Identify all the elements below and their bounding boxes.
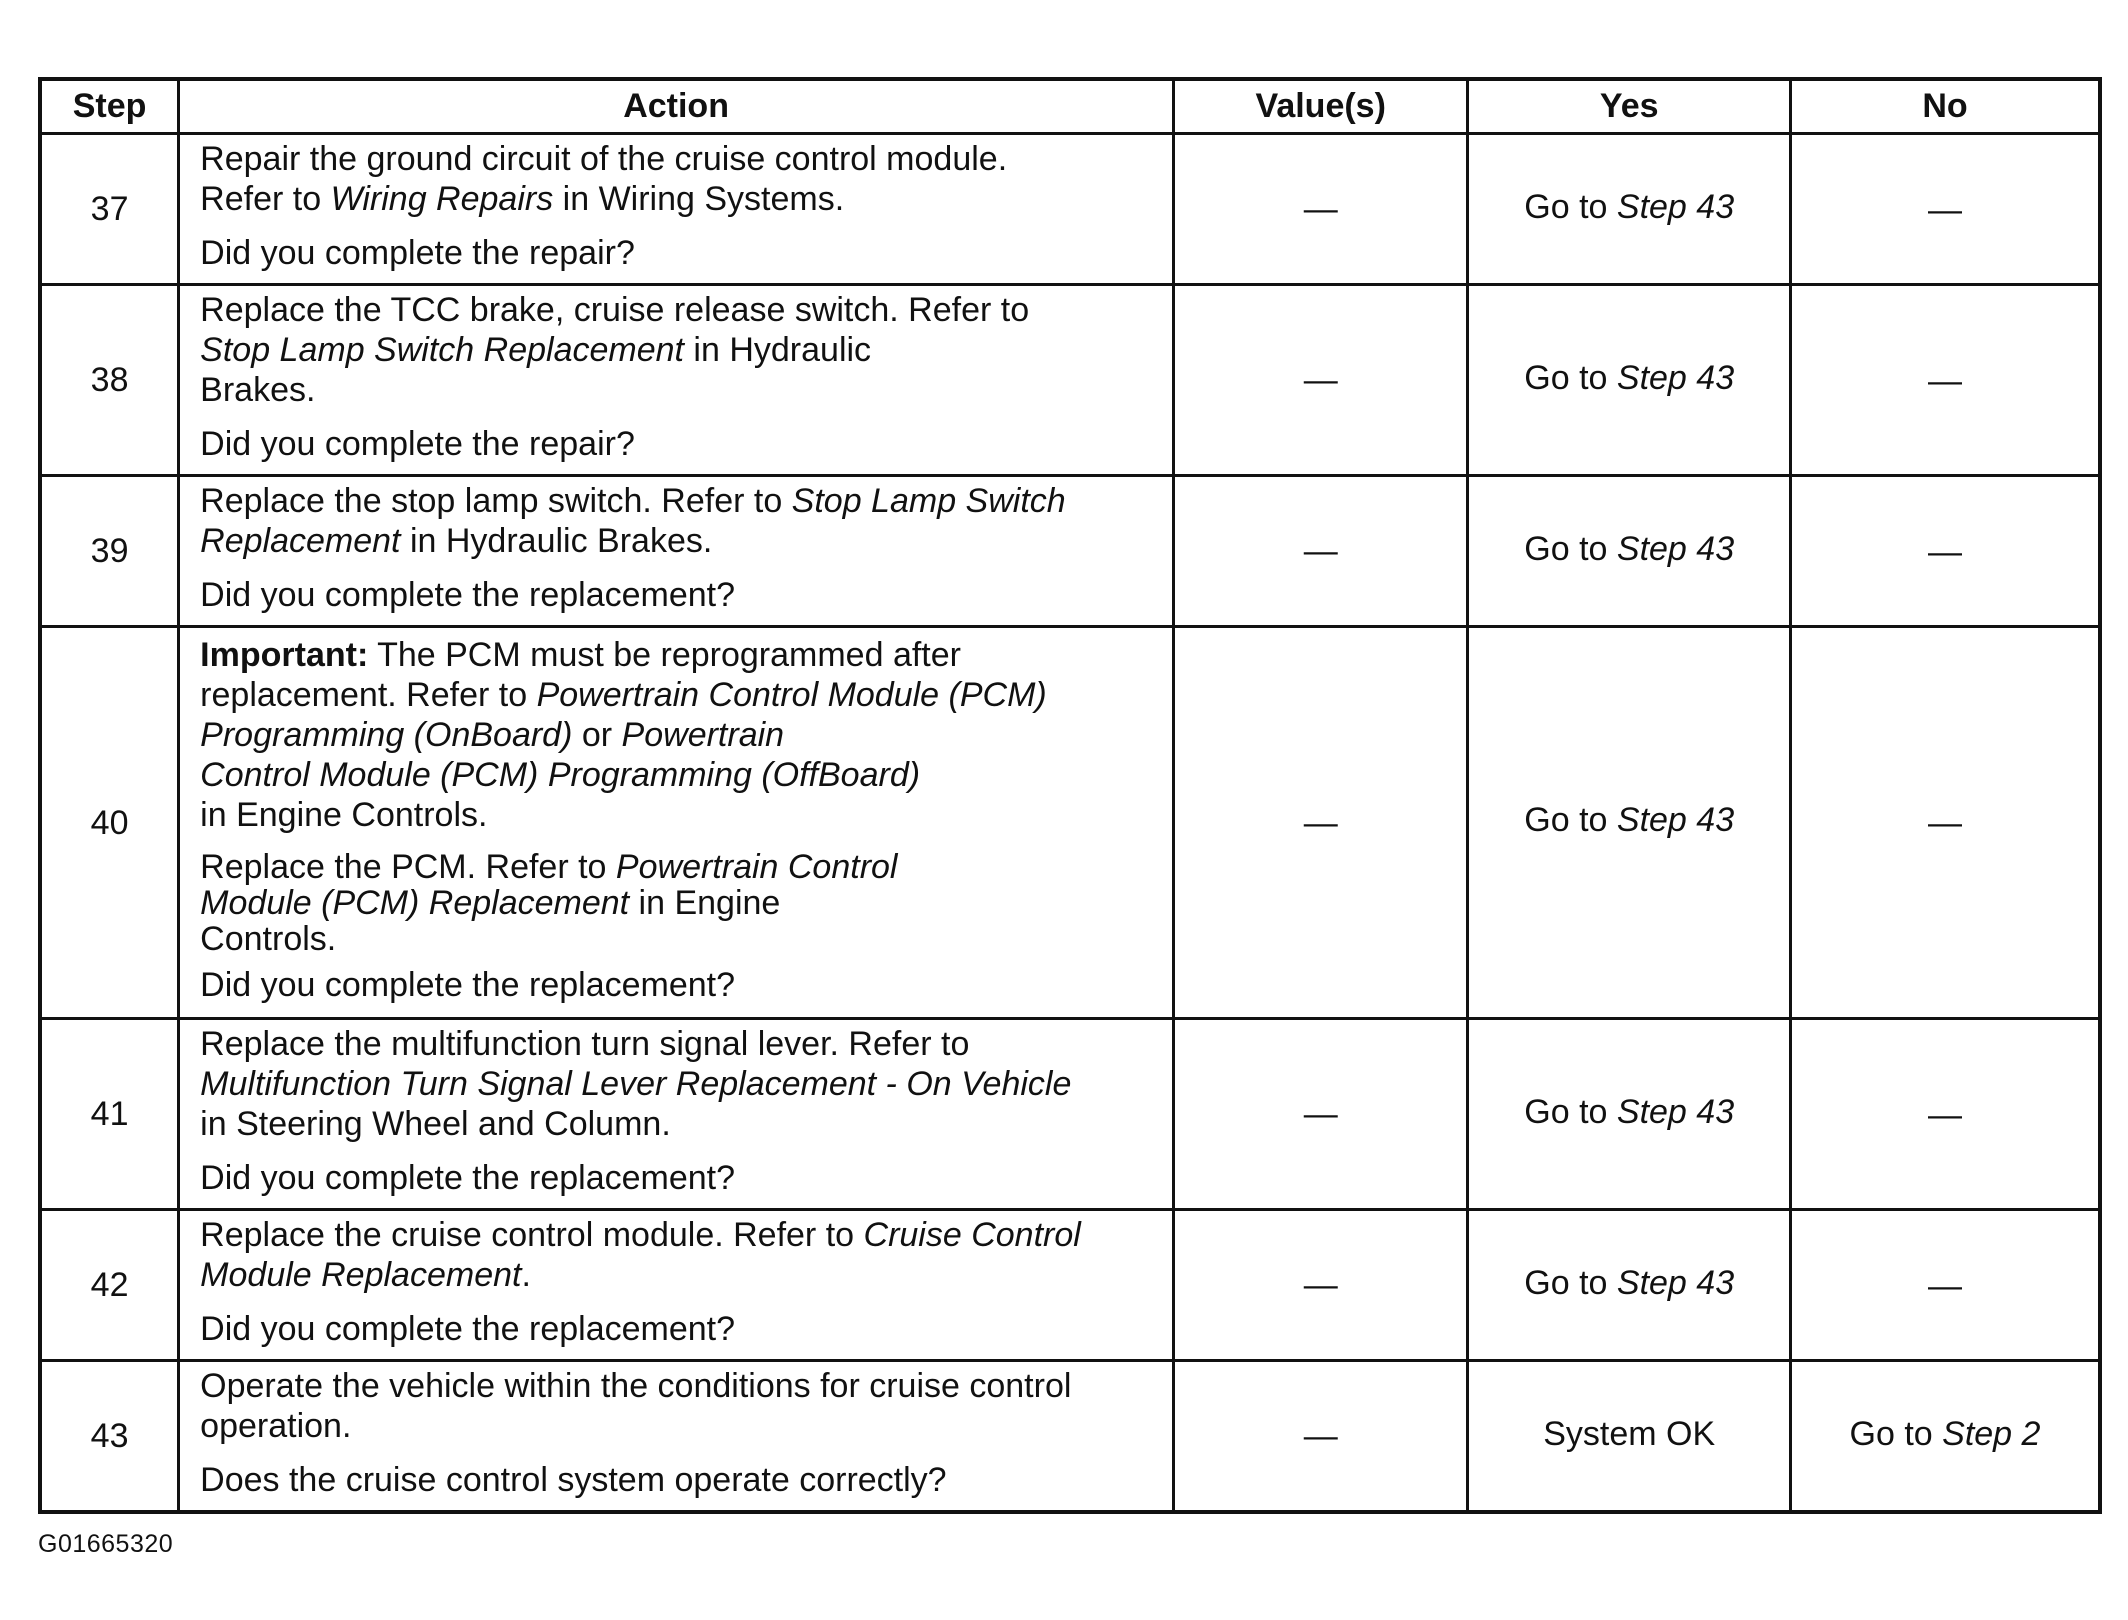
header-no: No (1790, 79, 2100, 134)
step-reference: Step 43 (1616, 801, 1735, 839)
action-question: Does the cruise control system operate correctly? (200, 1461, 947, 1499)
header-values: Value(s) (1174, 79, 1468, 134)
action-text: Replace the stop lamp switch. Refer to Stop Lamp Switch Replacement in Hydraulic Brakes. (200, 482, 1066, 560)
no-cell: — (1790, 134, 2100, 285)
step-reference: Step 43 (1616, 1092, 1735, 1131)
header-step: Step (40, 79, 179, 134)
reference-link: Programming (OnBoard) (200, 715, 573, 754)
yes-cell: Go to Step 43 (1468, 134, 1791, 285)
reference-link: Powertrain Control Module (PCM) (536, 675, 1047, 714)
action-question: Did you complete the replacement? (200, 1310, 736, 1348)
action-text: Repair the ground circuit of the cruise control module. Refer to Wiring Repairs in Wiring Systems. (200, 140, 1008, 218)
no-cell: Go to Step 2 (1790, 1361, 2100, 1513)
table-row (40, 476, 2100, 627)
action-cell (179, 1019, 1174, 1210)
reference-link: Powertrain (621, 715, 785, 754)
value-cell: — (1174, 1019, 1468, 1210)
action-question: Did you complete the repair? (200, 234, 635, 272)
step-number: 41 (40, 1019, 179, 1210)
table-row (40, 1210, 2100, 1361)
action-text: Replace the cruise control module. Refer to Cruise Control Module Replacement. (200, 1216, 1081, 1294)
reference-link: Replacement (200, 522, 401, 560)
reference-link: Stop Lamp Switch Replacement (200, 331, 684, 369)
action-text: Replace the TCC brake, cruise release switch. Refer to Stop Lamp Switch Replacement in Hydraulic Brakes. (200, 291, 1030, 409)
figure-id: G01665320 (38, 1530, 174, 1558)
value-cell: — (1174, 1361, 1468, 1513)
diagnostic-table (38, 77, 2102, 1514)
step-number: 42 (40, 1210, 179, 1361)
no-cell: — (1790, 1019, 2100, 1210)
value-cell: — (1174, 285, 1468, 476)
action-cell (179, 627, 1174, 1019)
step-number: 40 (40, 627, 179, 1019)
table-row (40, 285, 2100, 476)
important-note: Important: The PCM must be reprogrammed after replacement. Refer to Powertrain Control Module (PCM) Programming (OnBoard) or Powertrain Control Module (PCM) Programming (OffBoard) in Engine Controls. (200, 635, 1047, 834)
action-question: Did you complete the replacement? (200, 576, 736, 614)
header-action: Action (179, 79, 1174, 134)
yes-cell: Go to Step 43 (1468, 1210, 1791, 1361)
step-reference: Step 43 (1616, 187, 1735, 226)
yes-cell: Go to Step 43 (1468, 285, 1791, 476)
yes-cell: Go to Step 43 (1468, 476, 1791, 627)
yes-cell: System OK (1468, 1361, 1791, 1513)
action-cell (179, 476, 1174, 627)
no-cell: — (1790, 476, 2100, 627)
value-cell: — (1174, 476, 1468, 627)
action-question: Did you complete the replacement? (200, 965, 736, 1004)
value-cell: — (1174, 627, 1468, 1019)
important-label: Important: (200, 635, 369, 674)
yes-cell: Go to Step 43 (1468, 627, 1791, 1019)
table-row (40, 627, 2100, 1019)
step-reference: Step 43 (1616, 529, 1735, 568)
table-row (40, 134, 2100, 285)
table-row (40, 1019, 2100, 1210)
reference-link: Powertrain Control (615, 847, 898, 886)
action-text: Replace the PCM. Refer to Powertrain Control Module (PCM) Replacement in Engine Controls. (200, 847, 898, 958)
action-question: Did you complete the repair? (200, 425, 635, 463)
action-question: Did you complete the replacement? (200, 1159, 736, 1197)
step-number: 39 (40, 476, 179, 627)
reference-link: Multifunction Turn Signal Lever Replacement - On Vehicle (200, 1065, 1072, 1103)
action-cell (179, 1210, 1174, 1361)
step-reference: Step 2 (1942, 1414, 2041, 1453)
reference-link: Stop Lamp Switch (791, 482, 1066, 520)
reference-link: Cruise Control (863, 1216, 1081, 1254)
value-cell: — (1174, 1210, 1468, 1361)
header-yes: Yes (1468, 79, 1791, 134)
step-number: 37 (40, 134, 179, 285)
no-cell: — (1790, 285, 2100, 476)
no-cell: — (1790, 1210, 2100, 1361)
reference-link: Wiring Repairs (330, 180, 554, 218)
action-text: Replace the multifunction turn signal lever. Refer to Multifunction Turn Signal Lever Replacement - On Vehicle in Steering Wheel and Column. (200, 1025, 1072, 1143)
action-cell (179, 285, 1174, 476)
step-reference: Step 43 (1616, 358, 1735, 397)
reference-link: Module Replacement (200, 1256, 522, 1294)
action-text: Operate the vehicle within the conditions for cruise control operation. (200, 1367, 1072, 1445)
reference-link: Control Module (PCM) Programming (OffBoard) (200, 755, 921, 794)
value-cell: — (1174, 134, 1468, 285)
reference-link: Module (PCM) Replacement (200, 883, 630, 922)
step-number: 38 (40, 285, 179, 476)
header-row (40, 79, 2100, 134)
step-reference: Step 43 (1616, 1263, 1735, 1302)
action-cell (179, 134, 1174, 285)
table-row (40, 1361, 2100, 1513)
action-cell (179, 1361, 1174, 1513)
step-number: 43 (40, 1361, 179, 1513)
no-cell: — (1790, 627, 2100, 1019)
yes-cell: Go to Step 43 (1468, 1019, 1791, 1210)
